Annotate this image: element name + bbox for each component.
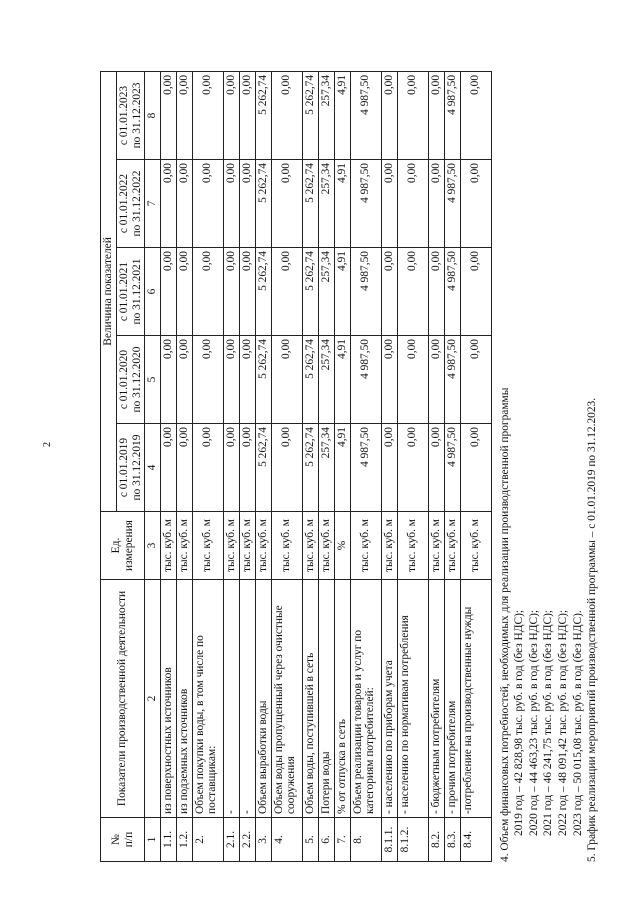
row-value: 257,34: [318, 160, 334, 248]
table-row: [428, 71, 444, 861]
row-value: 0,00: [460, 160, 491, 248]
table-row: [192, 71, 223, 861]
table-row: [381, 71, 397, 861]
row-value: 257,34: [318, 71, 334, 159]
row-value: 5 262,74: [302, 336, 318, 424]
col-index: 1: [145, 818, 161, 862]
row-value: 0,00: [271, 336, 302, 424]
row-value: 5 262,74: [255, 248, 271, 336]
header-num: № п/п: [101, 818, 145, 862]
row-indicator-name: - населению по приборам учета: [381, 580, 397, 818]
row-value: 0,00: [397, 336, 428, 424]
row-value: 0,00: [176, 336, 192, 424]
row-indicator-name: - населению по нормативам потребления: [397, 580, 428, 818]
table-row: [255, 71, 271, 861]
row-number: 1.2.: [176, 818, 192, 862]
table-row: [160, 71, 176, 861]
table-body: [160, 71, 491, 861]
row-value: 0,00: [239, 424, 255, 512]
row-value: 0,00: [239, 71, 255, 159]
row-indicator-name: Объем выработки воды: [255, 580, 271, 818]
row-value: 0,00: [271, 71, 302, 159]
notes-section: [498, 72, 600, 862]
row-indicator-name: из поверхностных источников: [160, 580, 176, 818]
row-value: 0,00: [192, 71, 223, 159]
row-unit: тыс. куб. м: [350, 512, 381, 580]
row-value: 0,00: [460, 336, 491, 424]
financial-needs-line: 2019 год – 42 828,98 тыс. руб. в год (без НДС);: [513, 609, 526, 836]
row-unit: тыс. куб. м: [239, 512, 255, 580]
row-indicator-name: % от отпуска в сеть: [334, 580, 350, 818]
col-index: 8: [145, 71, 161, 159]
row-unit: тыс. куб. м: [255, 512, 271, 580]
row-value: 0,00: [192, 160, 223, 248]
col-index: 6: [145, 248, 161, 336]
row-value: 0,00: [239, 248, 255, 336]
row-value: 0,00: [460, 71, 491, 159]
row-value: 4 987,50: [444, 424, 460, 512]
table-row: [318, 71, 334, 861]
column-index-row: [145, 71, 161, 861]
row-unit: тыс. куб. м: [428, 512, 444, 580]
row-number: 8.1.1.: [381, 818, 397, 862]
row-value: 4,91: [334, 424, 350, 512]
row-number: 8.4.: [460, 818, 491, 862]
row-value: 0,00: [381, 71, 397, 159]
table-row: [397, 71, 428, 861]
financial-needs-line: 2021 год – 46 241,75 тыс. руб. в год (без НДС);: [542, 609, 555, 836]
col-index: 7: [145, 160, 161, 248]
header-unit: Ед. измерения: [101, 512, 145, 580]
table-row: [271, 71, 302, 861]
row-value: 0,00: [176, 71, 192, 159]
row-number: 1.1.: [160, 818, 176, 862]
row-value: 4,91: [334, 71, 350, 159]
row-value: 0,00: [460, 424, 491, 512]
row-value: 0,00: [176, 248, 192, 336]
row-value: 5 262,74: [255, 160, 271, 248]
row-value: 0,00: [381, 248, 397, 336]
row-unit: тыс. куб. м: [460, 512, 491, 580]
row-indicator-name: Объем воды, поступившей в сеть: [302, 580, 318, 818]
row-value: 5 262,74: [255, 336, 271, 424]
row-number: 2.1.: [223, 818, 239, 862]
row-value: 4 987,50: [444, 160, 460, 248]
row-value: 0,00: [381, 160, 397, 248]
row-value: 4 987,50: [444, 248, 460, 336]
row-unit: %: [334, 512, 350, 580]
row-indicator-name: Объем покупки воды, в том числе по поставщикам:: [192, 580, 223, 818]
row-value: 4,91: [334, 336, 350, 424]
row-value: 0,00: [397, 424, 428, 512]
row-value: 0,00: [223, 248, 239, 336]
row-unit: тыс. куб. м: [381, 512, 397, 580]
row-unit: тыс. куб. м: [160, 512, 176, 580]
row-value: 0,00: [239, 160, 255, 248]
table-row: [302, 71, 318, 861]
row-value: 0,00: [460, 248, 491, 336]
header-period: с 01.01.2021 по 31.12.2021: [117, 248, 145, 336]
row-value: 4 987,50: [350, 248, 381, 336]
row-indicator-name: - прочим потребителям: [444, 580, 460, 818]
row-number: 4.: [271, 818, 302, 862]
financial-needs-title: 4. Объем финансовых потребностей, необходимых для реализации производственной программы: [498, 387, 511, 862]
row-number: 2.: [192, 818, 223, 862]
row-value: 0,00: [397, 248, 428, 336]
row-value: 0,00: [223, 336, 239, 424]
row-value: 0,00: [160, 336, 176, 424]
row-value: 0,00: [428, 71, 444, 159]
row-value: 5 262,74: [302, 248, 318, 336]
row-value: 0,00: [160, 71, 176, 159]
financial-needs-line: 2022 год – 48 091,42 тыс. руб. в год (без НДС);: [557, 609, 570, 836]
row-value: 257,34: [318, 336, 334, 424]
row-value: 5 262,74: [302, 160, 318, 248]
row-number: 2.2.: [239, 818, 255, 862]
row-number: 3.: [255, 818, 271, 862]
header-indicator: Показатели производственной деятельности: [101, 580, 145, 818]
schedule-note: 5. График реализации мероприятий производственной программы – с 01.01.2019 по 31.12.2023.: [586, 397, 599, 862]
row-value: 4 987,50: [350, 160, 381, 248]
row-indicator-name: Потери воды: [318, 580, 334, 818]
table-row: [460, 71, 491, 861]
row-value: 4 987,50: [350, 336, 381, 424]
row-value: 257,34: [318, 424, 334, 512]
header-period: с 01.01.2020 по 31.12.2020: [117, 336, 145, 424]
row-value: 0,00: [271, 424, 302, 512]
col-index: 5: [145, 336, 161, 424]
row-indicator-name: -потребление на производственные нужды: [460, 580, 491, 818]
header-period: с 01.01.2023 по 31.12.2023: [117, 71, 145, 159]
table-row: [350, 71, 381, 861]
row-value: 0,00: [160, 424, 176, 512]
table-row: [334, 71, 350, 861]
row-value: 0,00: [428, 248, 444, 336]
header-values-group: Величина показателей: [101, 71, 117, 511]
row-value: 0,00: [176, 424, 192, 512]
row-value: 4 987,50: [444, 336, 460, 424]
row-unit: тыс. куб. м: [302, 512, 318, 580]
row-number: 8.3.: [444, 818, 460, 862]
row-value: 257,34: [318, 248, 334, 336]
col-index: 3: [145, 512, 161, 580]
page-number: 2: [42, 442, 53, 447]
row-value: 0,00: [381, 424, 397, 512]
financial-needs-line: 2020 год – 44 463,23 тыс. руб. в год (без НДС);: [527, 609, 540, 836]
financial-needs-line: 2023 год – 50 015,08 тыс. руб. в год (без НДС).: [571, 610, 584, 836]
row-value: 0,00: [160, 248, 176, 336]
row-indicator-name: -: [239, 580, 255, 818]
rotated-page-content: [100, 72, 600, 862]
production-indicators-table: [100, 71, 492, 862]
row-number: 8.1.2.: [397, 818, 428, 862]
table-row: [176, 71, 192, 861]
row-number: 7.: [334, 818, 350, 862]
col-index: 4: [145, 424, 161, 512]
row-value: 5 262,74: [302, 71, 318, 159]
row-value: 4,91: [334, 248, 350, 336]
row-value: 0,00: [192, 424, 223, 512]
row-unit: тыс. куб. м: [223, 512, 239, 580]
row-value: 0,00: [428, 336, 444, 424]
row-number: 5.: [302, 818, 318, 862]
row-value: 0,00: [381, 336, 397, 424]
row-indicator-name: Объем воды пропущенный через очистные сооружения: [271, 580, 302, 818]
table-row: [223, 71, 239, 861]
row-value: 0,00: [223, 160, 239, 248]
row-value: 0,00: [192, 336, 223, 424]
header-period: с 01.01.2019 по 31.12.2019: [117, 424, 145, 512]
row-unit: тыс. куб. м: [192, 512, 223, 580]
row-value: 5 262,74: [255, 71, 271, 159]
row-number: 8.2.: [428, 818, 444, 862]
row-unit: тыс. куб. м: [176, 512, 192, 580]
row-unit: тыс. куб. м: [444, 512, 460, 580]
row-value: 5 262,74: [255, 424, 271, 512]
row-value: 0,00: [239, 336, 255, 424]
row-number: 8.: [350, 818, 381, 862]
table-row: [444, 71, 460, 861]
row-value: 0,00: [192, 248, 223, 336]
row-value: 0,00: [160, 160, 176, 248]
table-row: [239, 71, 255, 861]
row-value: 0,00: [397, 71, 428, 159]
header-period: с 01.01.2022 по 31.12.2022: [117, 160, 145, 248]
row-unit: тыс. куб. м: [271, 512, 302, 580]
row-indicator-name: из подземных источников: [176, 580, 192, 818]
row-value: 0,00: [176, 160, 192, 248]
row-value: 4,91: [334, 160, 350, 248]
row-value: 4 987,50: [350, 424, 381, 512]
row-value: 0,00: [271, 160, 302, 248]
row-value: 5 262,74: [302, 424, 318, 512]
row-value: 0,00: [428, 424, 444, 512]
row-indicator-name: -: [223, 580, 239, 818]
row-number: 6.: [318, 818, 334, 862]
row-value: 0,00: [223, 71, 239, 159]
row-value: 0,00: [271, 248, 302, 336]
row-indicator-name: - бюджетным потребителям: [428, 580, 444, 818]
row-unit: тыс. куб. м: [318, 512, 334, 580]
col-index: 2: [145, 580, 161, 818]
row-indicator-name: Объем реализации товаров и услуг по категориям потребителей:: [350, 580, 381, 818]
row-unit: тыс. куб. м: [397, 512, 428, 580]
row-value: 4 987,50: [444, 71, 460, 159]
row-value: 4 987,50: [350, 71, 381, 159]
row-value: 0,00: [397, 160, 428, 248]
row-value: 0,00: [223, 424, 239, 512]
row-value: 0,00: [428, 160, 444, 248]
